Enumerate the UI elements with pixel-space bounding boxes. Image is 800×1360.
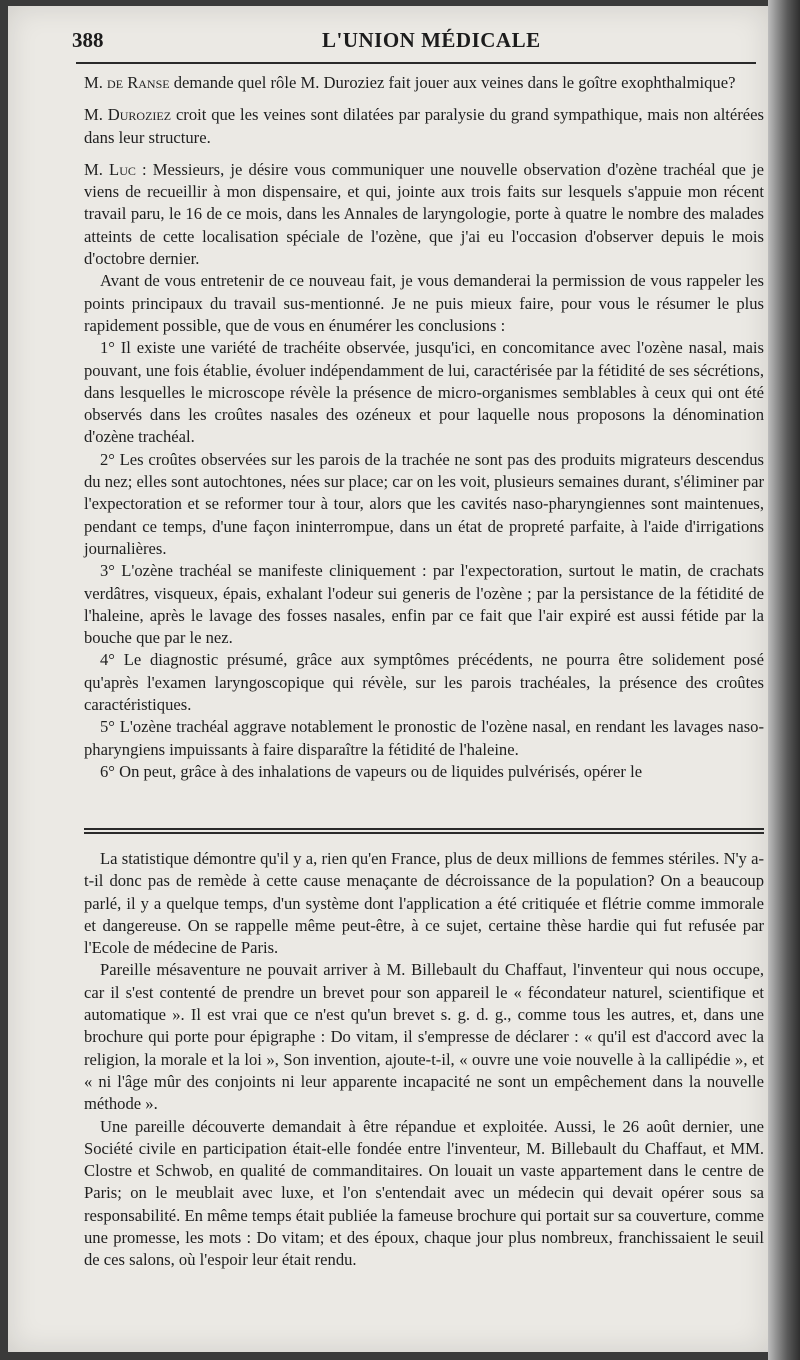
paragraph: M. de Ranse demande quel rôle M. Duroziez fait jouer aux veines dans le goître exophthalmique? <box>84 73 736 92</box>
conclusion-item: 6° On peut, grâce à des inhalations de vapeurs ou de liquides pulvérisés, opérer le <box>100 761 643 781</box>
speaker-name: M. Duroziez <box>84 105 172 125</box>
section-divider <box>84 828 764 834</box>
feuilleton <box>84 848 764 1272</box>
conclusion-item: 5° L'ozène trachéal aggrave notablement le pronostic de l'ozène nasal, en rendant les lavages naso-pharyngiens impuissants à faire disparaître la fétidité de l'haleine. <box>84 717 764 759</box>
page-header <box>72 26 752 58</box>
society-proceedings <box>84 72 764 783</box>
conclusion-item: 4° Le diagnostic présumé, grâce aux symptômes précédents, ne pourra être solidement posé qu'après l'examen laryngoscopique qui révèle, sur les parois trachéales, la présence des croûtes caractéristiques. <box>84 650 764 715</box>
running-title: L'UNION MÉDICALE <box>322 28 541 52</box>
paragraph: M. Duroziez croit que les veines sont dilatées par paralysie du grand sympathique, mais non altérées dans leur structure. <box>84 105 764 147</box>
speaker-name: M. Luc <box>84 159 136 179</box>
speaker-name: M. de Ranse <box>84 73 170 92</box>
paragraph: Une pareille découverte demandait à être répandue et exploitée. Aussi, le 26 août dernier, une Société civile en participation était-elle fondée entre l'inventeur, M. Billebault du Chaffaut, et MM. Clostre et Schwob, en qualité de commanditaires. On louait un vaste appartement dans le centre de Paris; on le meublait avec luxe, et l'on s'entendait avec un médecin qui devait opérer sous sa responsabilité. En même temps était publiée la fameuse brochure qui portait sur sa couverture, comme une promesse, les mots : Do vitam; et des époux, chaque jour plus nombreux, franchissaient le seuil de ces salons, où l'espoir leur était rendu. <box>84 1116 764 1270</box>
paragraph: Pareille mésaventure ne pouvait arriver à M. Billebault du Chaffaut, l'inventeur qui nous occupe, car il s'est contenté de prendre un brevet pour son appareil le « fécondateur naturel, scientifique et automatique ». Il est vrai que ce n'est qu'un brevet s. g. d. g., comme tous les autres, et, dans une brochure qui porte pour épigraphe : Do vitam, il s'empresse de déclarer : « qu'il est d'accord avec la religion, la morale et la loi », Son invention, ajoute-t-il, « ouvre une voie nouvelle à la callipédie », et « ni l'âge mûr des conjoints ni leur apparente incapacité ne sont un empêchement dans la nouvelle méthode ». <box>84 960 764 1114</box>
paragraph: La statistique démontre qu'il y a, rien qu'en France, plus de deux millions de femmes stériles. N'y a-t-il donc pas de remède à cette cause menaçante de décroissance de la population? On a beaucoup parlé, il y a quelque temps, d'un système dont l'application a été critiquée et flétrie comme immorale et dangereuse. On se rappelle même peut-être, à ce sujet, certaine thèse hardie qui fut refusée par l'Ecole de médecine de Paris. <box>84 849 764 958</box>
book-gutter <box>768 0 800 1360</box>
page-number: 388 <box>72 28 104 52</box>
conclusion-item: 3° L'ozène trachéal se manifeste cliniquement : par l'expectoration, surtout le matin, de crachats verdâtres, visqueux, épais, exhalant l'odeur sui generis de l'ozène ; par la persistance de la fétidité de l'haleine, après le lavage des fosses nasales, enfin par ce fait que l'air expiré est aussi fétide par la bouche que par le nez. <box>84 561 764 648</box>
paragraph: Avant de vous entretenir de ce nouveau fait, je vous demanderai la permission de vous rappeler les points principaux du travail sus-mentionné. Je ne puis mieux faire, pour vous le résumer le plus rapidement possible, que de vous en énumérer les conclusions : <box>84 271 764 335</box>
conclusion-item: 2° Les croûtes observées sur les parois de la trachée ne sont pas des produits migrateurs descendus du nez; elles sont autochtones, nées sur place; car on les voit, plusieurs semaines durant, s'éliminer par l'expectoration et se reformer tour à tour, alors que les cavités naso-pharyngiennes sont maintenues, pendant ce temps, d'une façon ininterrompue, dans un état de propreté parfaite, à l'aide d'irrigations journalières. <box>84 449 764 558</box>
header-rule <box>76 62 756 64</box>
conclusion-item: 1° Il existe une variété de trachéite observée, jusqu'ici, en concomitance avec l'ozène nasal, mais pouvant, une fois établie, évoluer indépendamment de lui, caractérisée par la fétidité de ses sécrétions, dans lesquelles le microscope révèle la présence de micro-organismes semblables à ceux qui ont été observés dans les croûtes nasales des ozéneux et pour laquelle nous proposons la dénomination d'ozène trachéal. <box>84 338 764 447</box>
paragraph: M. Luc : Messieurs, je désire vous communiquer une nouvelle observation d'ozène trachéal que je viens de recueillir à mon dispensaire, et qui, jointe aux trois faits sur lesquels s'appuie mon récent travail paru, le 16 de ce mois, dans les Annales de laryngologie, porte à quatre le nombre des malades atteints de cette localisation spéciale de l'ozène, que j'ai eu l'occasion d'observer depuis le mois d'octobre dernier. <box>84 159 764 269</box>
